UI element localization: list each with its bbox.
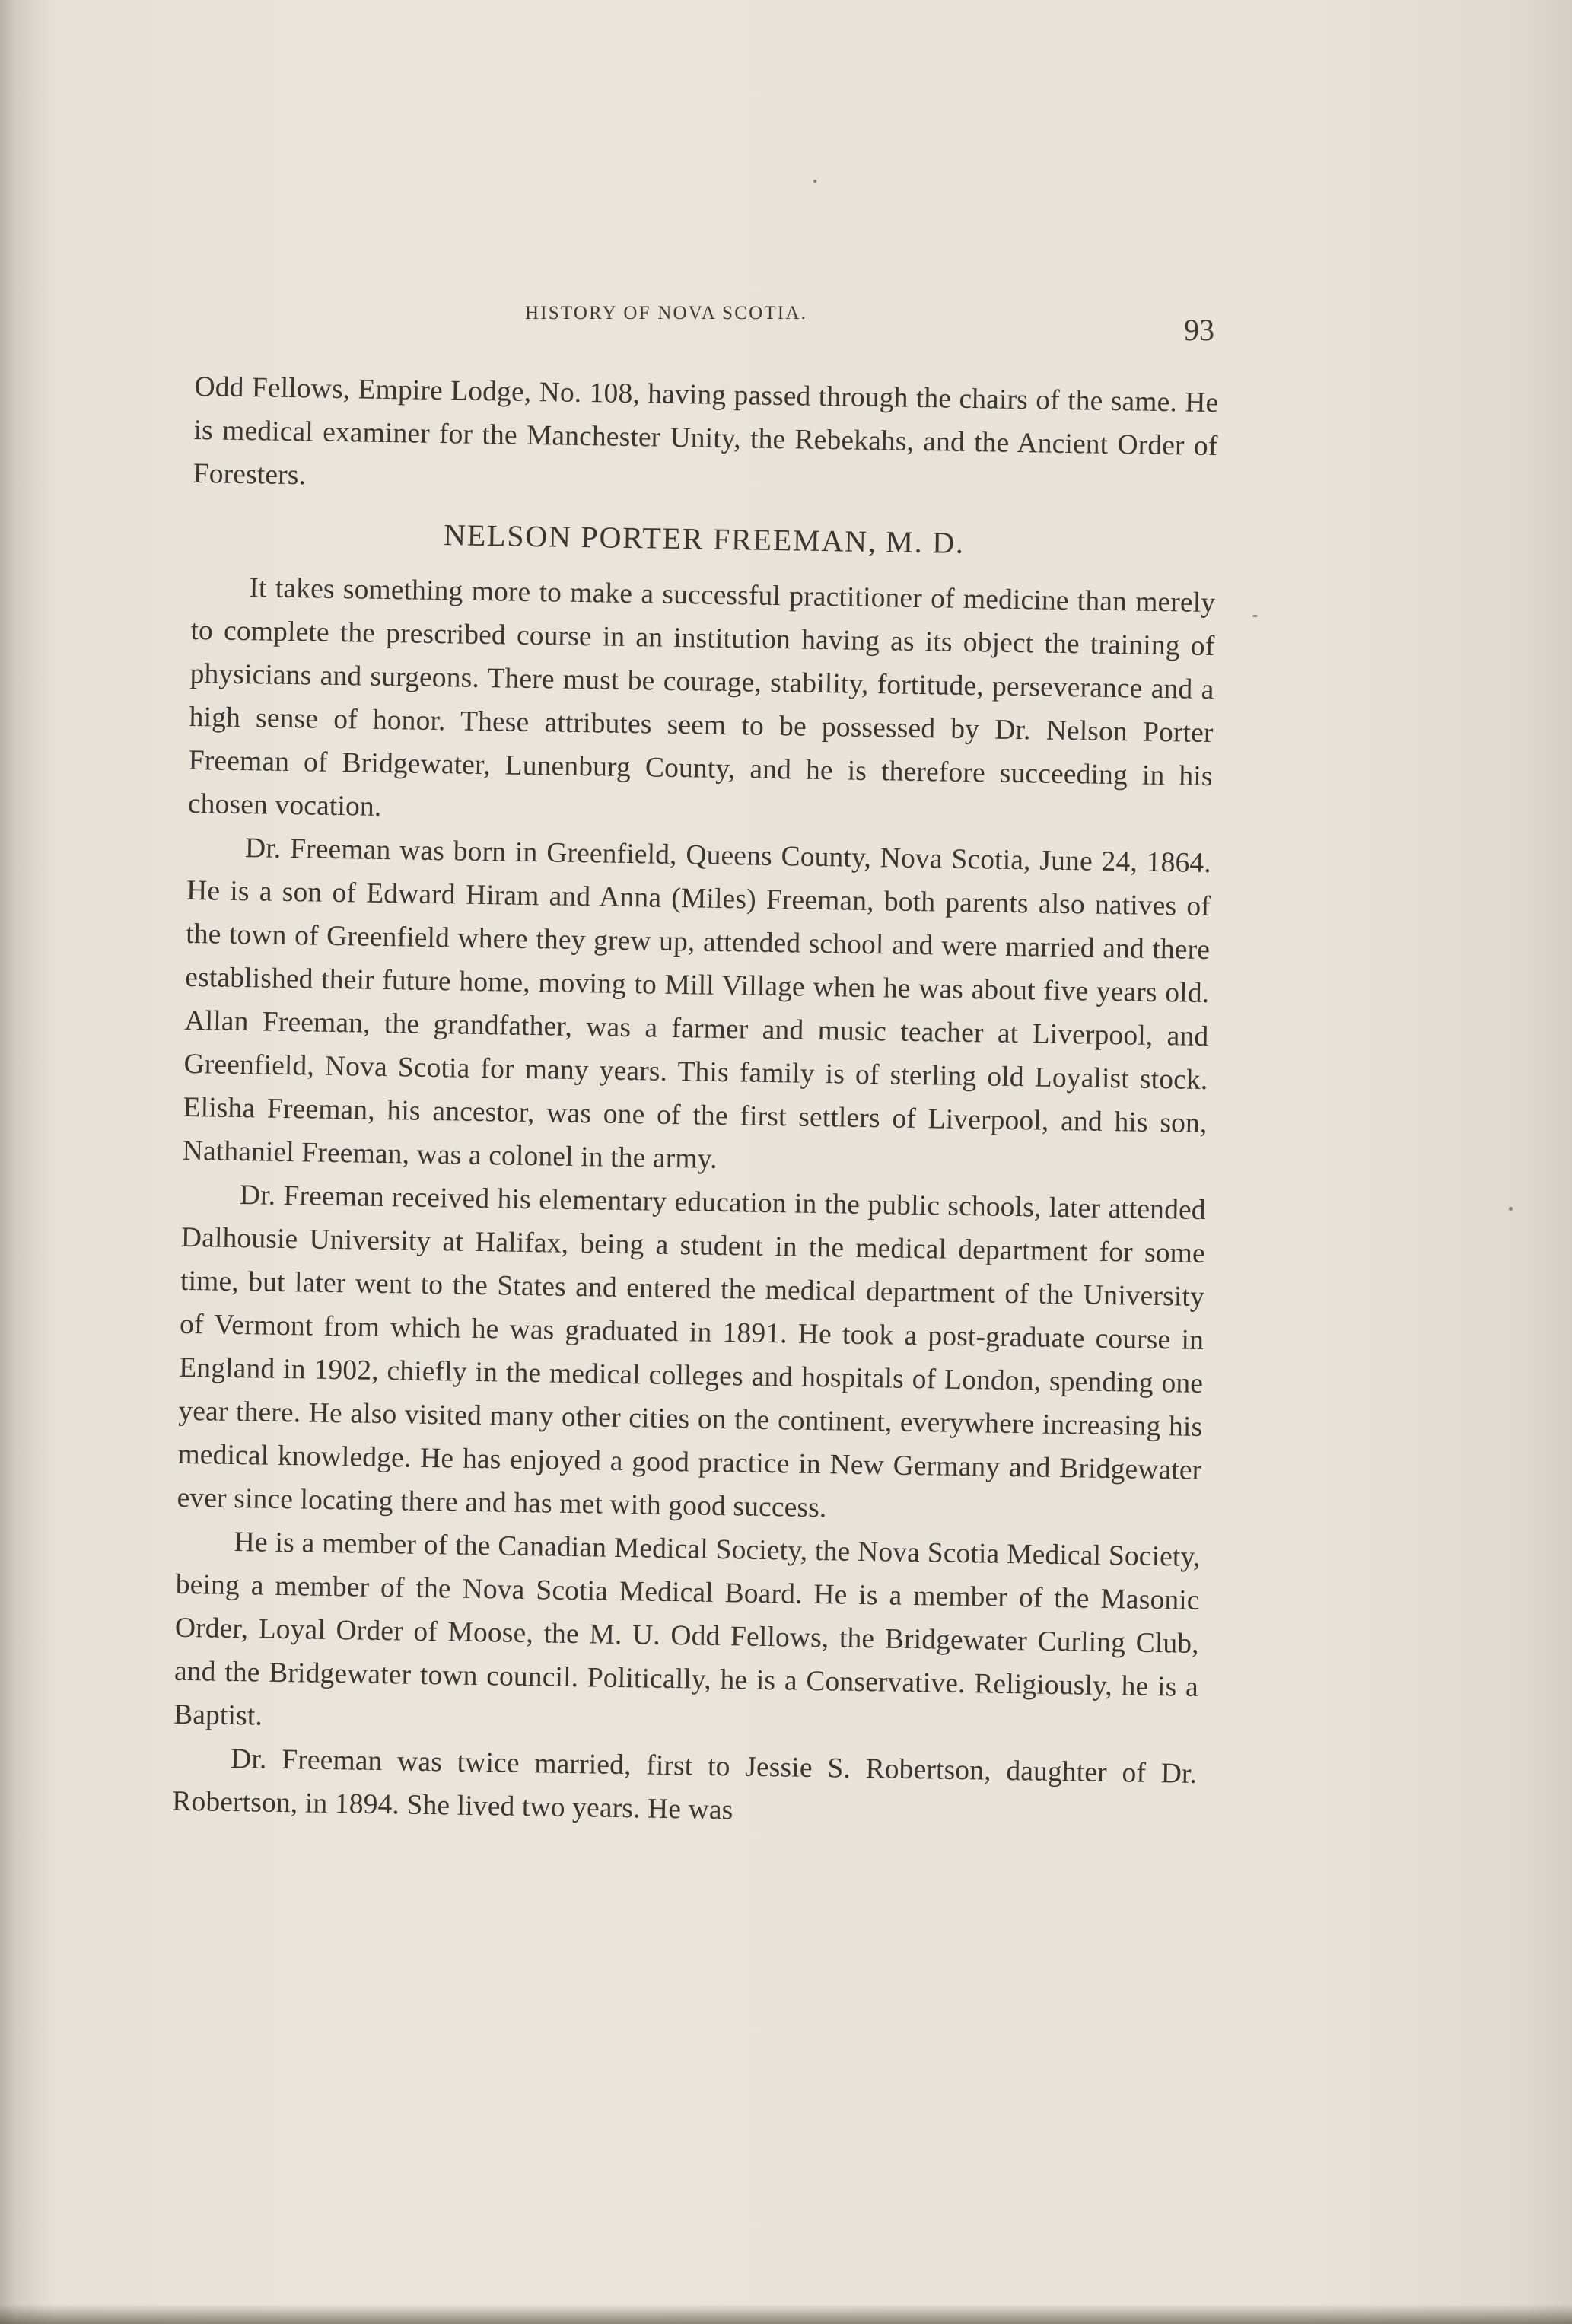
body-paragraph: Dr. Freeman was twice married, first to Jessie S. Robertson, daughter of Dr. Robertson, in 1894. She lived two years. He was (172, 1743, 1198, 1826)
page-number: 93 (1184, 313, 1214, 347)
body-paragraph: Dr. Freeman was born in Greenfield, Queens County, Nova Scotia, June 24, 1864. He is a son of Edward Hiram and Anna (Miles) Freeman, both parents also natives of the town of Greenfield where they grew up, attended school and were married and there established their future home, moving to Mill Village when he was about five years old. Allan Freeman, the grandfather, was a farmer and music teacher at Liverpool, and Greenfield, Nova Scotia for many years. This family is of sterling old Loyalist stock. Elisha Freeman, his ancestor, was one of the first settlers of Liverpool, and his son, Nathaniel Freeman, was a colonel in the army. (182, 833, 1212, 1175)
continuation-paragraph: Odd Fellows, Empire Lodge, No. 108, having passed through the chairs of the same. He is medical examiner for the Manchester Unity, the Rebekahs, and the Ancient Order of Foresters. (193, 371, 1219, 492)
page-body (172, 365, 1219, 1839)
body-paragraph: He is a member of the Canadian Medical Society, the Nova Scotia Medical Society, being a member of the Nova Scotia Medical Board. He is a member of the Masonic Order, Loyal Order of Moose, the M. U. Odd Fellows, the Bridgewater Curling Club, and the Bridgewater town council. Politically, he is a Conservative. Religiously, he is a Baptist. (173, 1527, 1201, 1732)
paper-speck (813, 180, 816, 183)
body-paragraph: Dr. Freeman received his elementary education in the public schools, later attended Dalhousie University at Halifax, being a student in the medical department for some time, but later went to the States and entered the medical department of the University of Vermont from which he was graduated in 1891. He took a post-graduate course in England in 1902, chiefly in the medical colleges and hospitals of London, spending one year there. He also visited many other cities on the continent, everywhere increasing his medical knowledge. He has enjoyed a good practice in New Germany and Bridgewater ever since locating there and has met with good success. (177, 1180, 1207, 1524)
section-title: NELSON PORTER FREEMAN, M. D. (443, 517, 966, 560)
running-head: HISTORY OF NOVA SCOTIA. (525, 303, 808, 323)
paper-speck (1509, 1207, 1513, 1211)
body-paragraph: It takes something more to make a successful practitioner of medicine than merely to complete the prescribed course in an institution having as its object the training of physicians and surgeons. There must be courage, stability, fortitude, perseverance and a high sense of honor. These attributes seem to be possessed by Dr. Nelson Porter Freeman of Bridgewater, Lunenburg County, and he is therefore succeeding in his chosen vocation. (187, 572, 1216, 823)
paper-speck (1252, 615, 1258, 617)
